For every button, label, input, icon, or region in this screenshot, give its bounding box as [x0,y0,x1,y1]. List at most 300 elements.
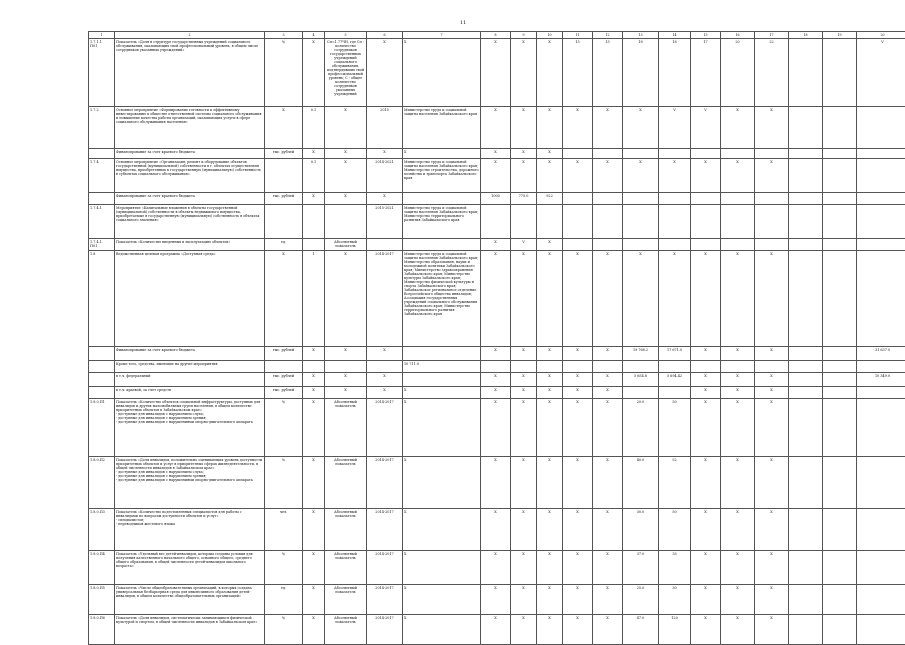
cell-v13: 19 768.2 [623,347,659,361]
cell-v18 [789,373,823,387]
cell-unit: тыс. рублей [265,373,303,387]
cell-v10: Х [537,551,563,585]
cell-v8: Х [481,551,511,585]
cell-v9 [511,361,537,373]
cell-v15: Х [691,251,721,347]
cell-v11: Х [563,251,593,347]
row-description: Показатель «Количество подготовленных специалистов для работы с инвалидами по вопросам доступности объектов и услуг» - специалистов; - переводчиков жестового языка [115,509,265,551]
cell-v8: Х [481,585,511,615]
cell-v11 [563,239,593,251]
cell-v17: Х [755,107,789,149]
cell-v13: 40.0 [623,457,659,509]
row-executor: Х [403,615,481,645]
row-executor [403,347,481,361]
cell-v13: Х [623,107,659,149]
cell-v15: Х [691,585,721,615]
cell-v10: Х [537,251,563,347]
cell-v18 [789,107,823,149]
row-code: 1.8 [89,251,115,347]
cell-v10: Х [537,615,563,645]
cell-v9: Х [511,399,537,457]
cell-v8: Х [481,107,511,149]
cell-v12 [593,361,623,373]
cell-v16: Х [721,347,755,361]
cell-v11 [563,193,593,205]
table-row [89,551,905,585]
cell-v15: Х [691,373,721,387]
cell-v20 [857,585,905,615]
cell-v10: Х [537,39,563,107]
cell-v13 [623,387,659,399]
cell-v14: V [659,107,691,149]
cell-v5: Сп=1.77ЧН, где Сп - количество сотрудников государственных учреждений социального обслуживания, подтвердивших свой профессиональный уровень; С - общее количество сотрудников указанных учреждений [325,39,367,107]
cell-v15: Х [691,509,721,551]
cell-v18 [789,457,823,509]
cell-v9: 775.0 [511,193,537,205]
cell-v16: Х [721,387,755,399]
column-number: 11 [563,32,593,39]
cell-v19 [823,39,857,107]
cell-v4: 0.1 [303,159,325,193]
cell-v17 [755,149,789,159]
cell-v5: Абсолютный показатель [325,509,367,551]
table-row [89,347,905,361]
cell-unit [265,205,303,239]
table-row [89,149,905,159]
cell-v4: Х [303,585,325,615]
cell-v18 [789,159,823,193]
cell-v10: Х [537,509,563,551]
cell-v16: 20 [721,39,755,107]
cell-unit: Х [265,107,303,149]
row-executor: Министерство труда и социальной защиты населения Забайкальского края; Министерство территориального развития Забайкальского края [403,205,481,239]
cell-v19 [823,361,857,373]
cell-v9: Х [511,149,537,159]
row-executor: Министерство труда и социальной защиты населения Забайкальского края [403,107,481,149]
cell-v4: Х [303,399,325,457]
cell-v5: Х [325,373,367,387]
row-code [89,361,115,373]
cell-v15: Х [691,387,721,399]
cell-v20 [857,149,905,159]
cell-v14: Х [659,251,691,347]
cell-v12: Х [593,347,623,361]
cell-v12: Х [593,457,623,509]
column-number: 20 [857,32,905,39]
cell-v6: Х [367,193,403,205]
cell-v12: Х [593,373,623,387]
cell-v8: Х [481,159,511,193]
row-executor [403,193,481,205]
cell-v4 [303,239,325,251]
row-executor: Х [403,551,481,585]
row-code [89,373,115,387]
cell-unit: % [265,615,303,645]
cell-v20 [857,193,905,205]
cell-v5: Абсолютный показатель [325,457,367,509]
cell-v5: Х [325,149,367,159]
cell-v20: 10 349.0 [857,373,905,387]
cell-v10: Х [537,347,563,361]
row-description: Основное мероприятие «Формирование готовности к эффективному инвестированию в обществе ответственной системы социального обслуживания и повышение качества работы организаций, оказывающих услуги в сфере социального обслуживания населения» [115,107,265,149]
cell-v9: Х [511,347,537,361]
cell-v13: 30.0 [623,509,659,551]
cell-v16: Х [721,159,755,193]
cell-v12 [593,149,623,159]
table-row [89,457,905,509]
cell-v16: Х [721,373,755,387]
cell-v4: Х [303,193,325,205]
cell-v19 [823,193,857,205]
cell-v10: Х [537,387,563,399]
cell-v4: 0.1 [303,107,325,149]
cell-v10: Х [537,585,563,615]
cell-v19 [823,585,857,615]
cell-v15: Х [691,159,721,193]
cell-v19 [823,347,857,361]
column-number: 15 [691,32,721,39]
cell-v14 [659,149,691,159]
cell-v19 [823,107,857,149]
cell-v14: 17 671.0 [659,347,691,361]
row-description: Финансирование за счет краевого бюджета [115,347,265,361]
row-code: 1.7.4.1. П01 [89,239,115,251]
cell-v10: Х [537,399,563,457]
row-code: 1.8.0.П1 [89,399,115,457]
cell-v11: Х [563,457,593,509]
table-row [89,615,905,645]
cell-v17: Х [755,347,789,361]
cell-v14 [659,387,691,399]
cell-v6: 2014-2017 [367,457,403,509]
cell-v6: 2015 [367,107,403,149]
cell-v4: Х [303,551,325,585]
cell-v14: 120 [659,615,691,645]
row-executor [403,373,481,387]
cell-v17 [755,239,789,251]
cell-unit [265,361,303,373]
cell-v12 [593,205,623,239]
cell-v6: Х [367,373,403,387]
cell-v15: V [691,107,721,149]
cell-v10: 922 [537,193,563,205]
cell-v8: Х [481,509,511,551]
cell-v14 [659,205,691,239]
cell-v8 [481,205,511,239]
cell-v18 [789,551,823,585]
cell-v16 [721,361,755,373]
cell-v10: Х [537,457,563,509]
row-executor: Х [403,149,481,159]
cell-v6: 2015-2021 [367,205,403,239]
cell-v9: Х [511,251,537,347]
cell-v11: Х [563,373,593,387]
cell-v11 [563,361,593,373]
cell-v4 [303,361,325,373]
cell-v12: Х [593,585,623,615]
cell-v17: Х [755,615,789,645]
cell-v14: 35 [659,551,691,585]
column-number: 19 [823,32,857,39]
cell-v6: Х [367,149,403,159]
cell-unit [265,159,303,193]
cell-v13 [623,193,659,205]
cell-v20 [857,387,905,399]
cell-v11: Х [563,107,593,149]
row-executor: Х [403,399,481,457]
cell-v11: Х [563,347,593,361]
cell-v15 [691,239,721,251]
cell-v8: Х [481,387,511,399]
cell-v4: Х [303,39,325,107]
cell-v10 [537,205,563,239]
cell-v18 [789,361,823,373]
cell-v20: V [857,39,905,107]
cell-v9: Х [511,387,537,399]
cell-v10: Х [537,373,563,387]
cell-v9: Х [511,159,537,193]
cell-v10: Х [537,159,563,193]
cell-v5: Х [325,107,367,149]
cell-v13: 47.0 [623,615,659,645]
cell-v13: 25.0 [623,585,659,615]
row-description: Показатель «Доля инвалидов, систематически занимающихся физической культурой и спортом, в общей численности инвалидов в Забайкальском крае» [115,615,265,645]
row-description: Ведомственная целевая программа «Доступная среда» [115,251,265,347]
cell-v12: Х [593,509,623,551]
cell-v9: Х [511,39,537,107]
cell-v16: Х [721,615,755,645]
cell-v16: Х [721,107,755,149]
cell-v10 [537,361,563,373]
row-code: 1.7.4.1 [89,205,115,239]
row-executor: Х [403,39,481,107]
cell-v9: Х [511,457,537,509]
cell-v4: Х [303,373,325,387]
cell-v5: Абсолютный показатель [325,551,367,585]
cell-v6: 2014-2017 [367,399,403,457]
cell-v15: 17 [691,39,721,107]
cell-v14 [659,193,691,205]
cell-v13: 5 654.8 [623,373,659,387]
row-code: 1.7.4 [89,159,115,193]
cell-v4: Х [303,347,325,361]
cell-v15 [691,149,721,159]
cell-v14: 30 [659,585,691,615]
cell-v11: Х [563,159,593,193]
cell-v6: 2014-2017 [367,585,403,615]
cell-v20 [857,107,905,149]
cell-v9: Х [511,107,537,149]
cell-unit: тыс. рублей [265,149,303,159]
cell-v6: 2014-2017 [367,251,403,347]
row-description: в т.ч. федеральный [115,373,265,387]
cell-v8: Х [481,347,511,361]
cell-v5: Абсолютный показатель [325,615,367,645]
cell-v5: Абсолютный показатель [325,585,367,615]
cell-v6: Х [367,347,403,361]
cell-v6: Х [367,39,403,107]
cell-v15 [691,193,721,205]
cell-v19 [823,551,857,585]
cell-v11: 15 [563,39,593,107]
cell-v9: V [511,239,537,251]
row-executor: Х [403,585,481,615]
cell-v19 [823,205,857,239]
cell-v13: 20.0 [623,399,659,457]
table-row [89,251,905,347]
cell-v5: Абсолютный показатель [325,239,367,251]
cell-v9: Х [511,551,537,585]
cell-v12: Х [593,387,623,399]
cell-v19 [823,149,857,159]
cell-v12: Х [593,399,623,457]
cell-v11: Х [563,387,593,399]
cell-v6: 2014-2021 [367,159,403,193]
cell-v20 [857,205,905,239]
table-row [89,373,905,387]
cell-v12: Х [593,159,623,193]
row-description: Показатель «Количество объектов социальной инфраструктуры, доступных для инвалидов и других маломобильных групп населения, в общем количестве приоритетных объектов в Забайкальском крае» - доступные для инвалидов с нарушением слуха; - доступные для инвалидов с нарушением зрения; - доступные для инвалидов с нарушениями опорно-двигательного аппарата [115,399,265,457]
cell-v8: Х [481,39,511,107]
cell-v8: Х [481,251,511,347]
cell-v19 [823,509,857,551]
cell-v19 [823,387,857,399]
cell-v20 [857,551,905,585]
cell-v17 [755,361,789,373]
cell-v18 [789,509,823,551]
cell-v6 [367,361,403,373]
cell-v15: Х [691,551,721,585]
cell-v4: Х [303,457,325,509]
cell-v16 [721,193,755,205]
cell-v11 [563,149,593,159]
row-code [89,193,115,205]
cell-v20 [857,251,905,347]
cell-v10: Х [537,107,563,149]
cell-v5: Х [325,251,367,347]
cell-v9: Х [511,373,537,387]
cell-v11: Х [563,509,593,551]
column-number: 10 [537,32,563,39]
cell-v17: Х [755,509,789,551]
row-code: 1.8.0.П3 [89,509,115,551]
cell-v9: Х [511,615,537,645]
cell-v16: Х [721,509,755,551]
cell-unit: чел. [265,509,303,551]
column-number: 14 [659,32,691,39]
cell-v12: Х [593,107,623,149]
row-code [89,149,115,159]
column-number: 2 [115,32,265,39]
cell-v13 [623,361,659,373]
row-executor: Х [403,457,481,509]
cell-v19 [823,399,857,457]
cell-v13: 18 [623,39,659,107]
cell-unit: % [265,39,303,107]
table-row [89,239,905,251]
cell-v20 [857,361,905,373]
cell-v8: Х [481,239,511,251]
cell-v12: 15 [593,39,623,107]
row-executor: 10 711.0 [403,361,481,373]
cell-v4: Х [303,387,325,399]
cell-v12 [593,239,623,251]
cell-v4: Х [303,509,325,551]
cell-v15 [691,205,721,239]
table-row [89,39,905,107]
cell-v14: 50 [659,399,691,457]
cell-v16 [721,149,755,159]
row-description: Показатель «Доля инвалидов, положительно оценивающих уровень доступности приоритетных объектов и услуг в приоритетных сферах жизнедеятельности, в общей численности инвалидов в Забайкальском крае» - доступные для инвалидов с нарушением слуха; - доступные для инвалидов с нарушением зрения; - доступные для инвалидов с нарушениями опорно-двигательного аппарата [115,457,265,509]
cell-v17: Х [755,551,789,585]
cell-v17: Х [755,159,789,193]
row-description: Показатель «Доля в структуре государственных учреждений социального обслуживания, оказывающих свой профессиональный уровень, в общем числе сотрудников указанных учреждений» [115,39,265,107]
cell-unit: тыс. рублей [265,193,303,205]
cell-v4: Х [303,615,325,645]
cell-v16: Х [721,251,755,347]
cell-v20 [857,457,905,509]
column-number: 16 [721,32,755,39]
cell-v18 [789,251,823,347]
cell-v5 [325,361,367,373]
cell-v4 [303,205,325,239]
row-description: Финансирование за счет краевого бюджета [115,149,265,159]
cell-v20 [857,615,905,645]
column-number-row [89,32,905,39]
cell-v16: Х [721,457,755,509]
cell-v20 [857,159,905,193]
table-row [89,509,905,551]
cell-v15: Х [691,347,721,361]
table-row [89,159,905,193]
cell-v6: 2014-2017 [367,509,403,551]
cell-v16 [721,239,755,251]
row-description: Кроме того, средства, имеющие на другие мероприятия [115,361,265,373]
row-code: 1.8.0.П2 [89,457,115,509]
row-code: 1.8.0.П5 [89,585,115,615]
row-executor: Министерство труда и социальной защиты населения Забайкальского края; Министерство строительства, дорожного хозяйства и транспорта Забайкальского края [403,159,481,193]
cell-v18 [789,39,823,107]
row-code: 1.8.0.П6 [89,615,115,645]
program-table [88,31,905,645]
column-number: 5 [325,32,367,39]
cell-v19 [823,251,857,347]
cell-v13 [623,239,659,251]
cell-v15: Х [691,399,721,457]
cell-v14: 18 [659,39,691,107]
cell-v8: Х [481,399,511,457]
table-row [89,585,905,615]
cell-v19 [823,615,857,645]
row-description: Показатель «Удельный вес детей-инвалидов, которым созданы условия для получения качественного начального общего, основного общего, среднего общего образования, в общей численности детей-инвалидов школьного возраста» [115,551,265,585]
cell-v18 [789,387,823,399]
cell-v5: Х [325,387,367,399]
cell-v17 [755,205,789,239]
cell-v13: Х [623,159,659,193]
cell-v14: Х [659,159,691,193]
cell-v20 [857,399,905,457]
cell-v13: Х [623,251,659,347]
cell-v18 [789,239,823,251]
cell-v14 [659,239,691,251]
column-number: 18 [789,32,823,39]
cell-v15 [691,361,721,373]
table-row [89,361,905,373]
cell-unit: ед. [265,239,303,251]
cell-unit: % [265,399,303,457]
cell-v13: 37.0 [623,551,659,585]
cell-v4: Х [303,149,325,159]
